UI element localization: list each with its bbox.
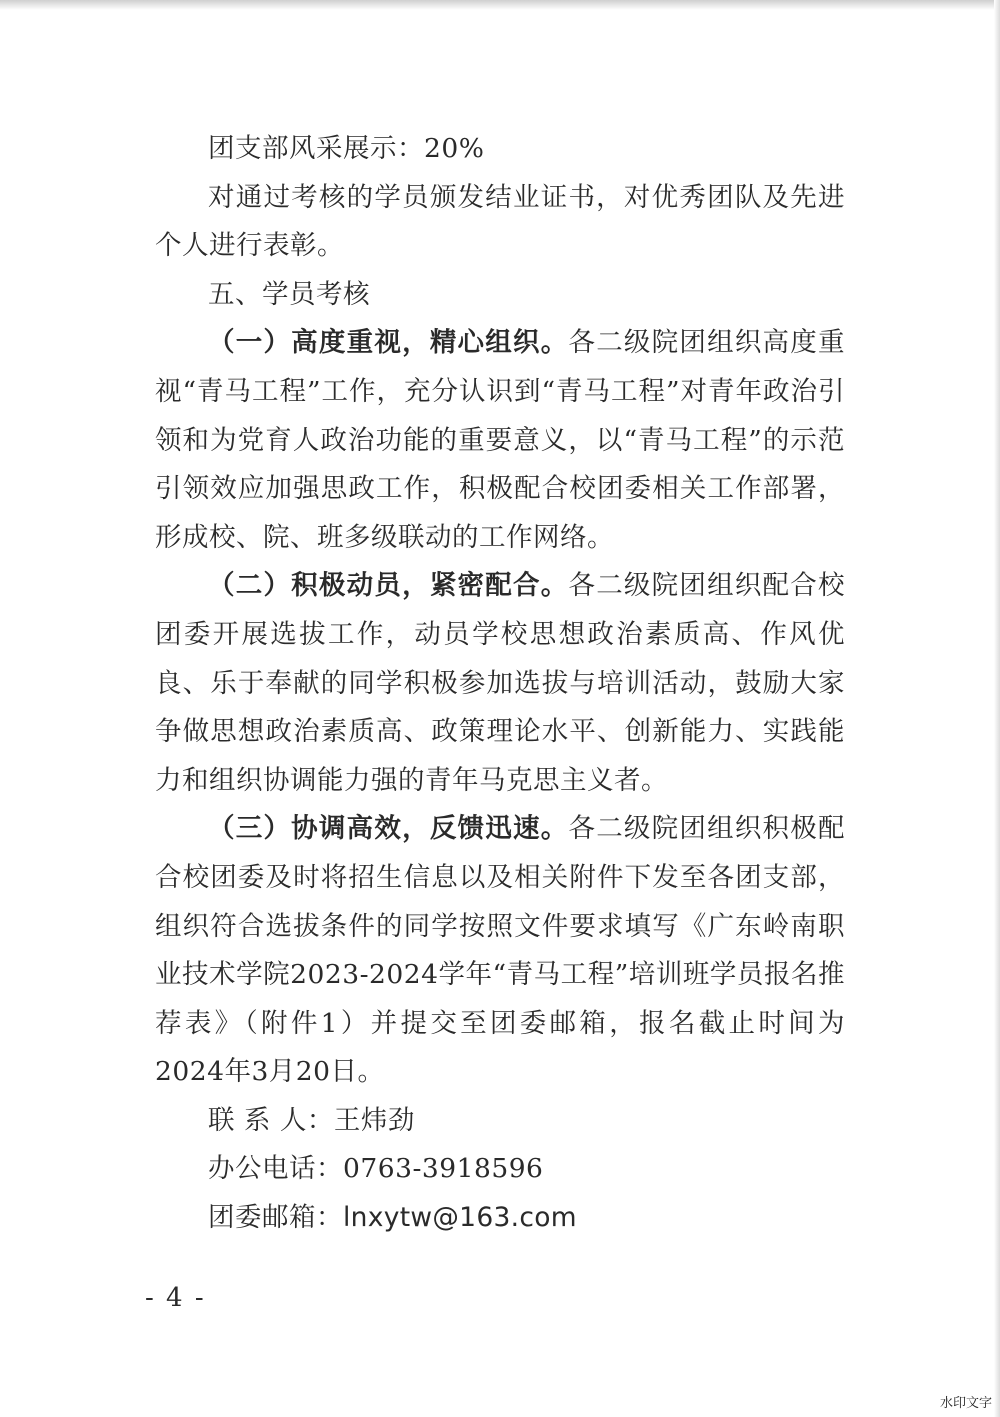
scan-right-edge [994, 0, 1000, 1417]
subsection-one [155, 319, 845, 562]
document-body [155, 125, 845, 1243]
contact-person [155, 1097, 845, 1146]
subsection-one-body: 各二级院团组织高度重视“青马工程”工作，充分认识到“青马工程”对青年政治引领和为党育人政治功能的重要意义，以“青马工程”的示范引领效应加强思政工作，积极配合校团委相关工作部署，形成校、院、班多级联动的工作网络。 [155, 327, 846, 553]
scan-top-edge [0, 0, 1000, 10]
page-number: - 4 - [145, 1283, 206, 1313]
contact-phone-label: 办公电话： [208, 1153, 343, 1185]
subsection-two [155, 562, 845, 805]
contact-person-label: 联 系 人： [208, 1104, 334, 1136]
contact-email [155, 1194, 845, 1243]
subsection-two-lead: （二）积极动员，紧密配合。 [208, 570, 569, 602]
watermark-text: 水印文字 [939, 1396, 992, 1411]
paragraph-branch-showcase: 团支部风采展示：20% [208, 133, 485, 164]
contact-phone [155, 1145, 845, 1194]
contact-phone-value: 0763-3918596 [343, 1153, 544, 1185]
subsection-one-lead: （一）高度重视，精心组织。 [208, 327, 569, 359]
subsection-two-body: 各二级院团组织配合校团委开展选拔工作，动员学校思想政治素质高、作风优良、乐于奉献的同学积极参加选拔与培训活动，鼓励大家争做思想政治素质高、政策理论水平、创新能力、实践能力和组织协调能力强的青年马克思主义者。 [155, 570, 846, 796]
contact-email-label: 团委邮箱： [208, 1202, 343, 1234]
contact-email-value: lnxytw@163.com [343, 1202, 577, 1234]
subsection-three-body: 各二级院团组织积极配合校团委及时将招生信息以及相关附件下发至各团支部，组织符合选拔条件的同学按照文件要求填写《广东岭南职业技术学院2023-2024学年“青马工程”培训班学员报名推荐表》（附件1）并提交至团委邮箱，报名截止时间为2024年3月20日。 [155, 813, 846, 1088]
subsection-three [155, 805, 845, 1097]
paragraph-certificate: 对通过考核的学员颁发结业证书，对优秀团队及先进个人进行表彰。 [155, 181, 845, 262]
subsection-three-lead: （三）协调高效，反馈迅速。 [208, 813, 569, 845]
contact-person-value: 王炜劲 [333, 1104, 415, 1136]
section-heading-student-assessment: 五、学员考核 [208, 278, 370, 310]
